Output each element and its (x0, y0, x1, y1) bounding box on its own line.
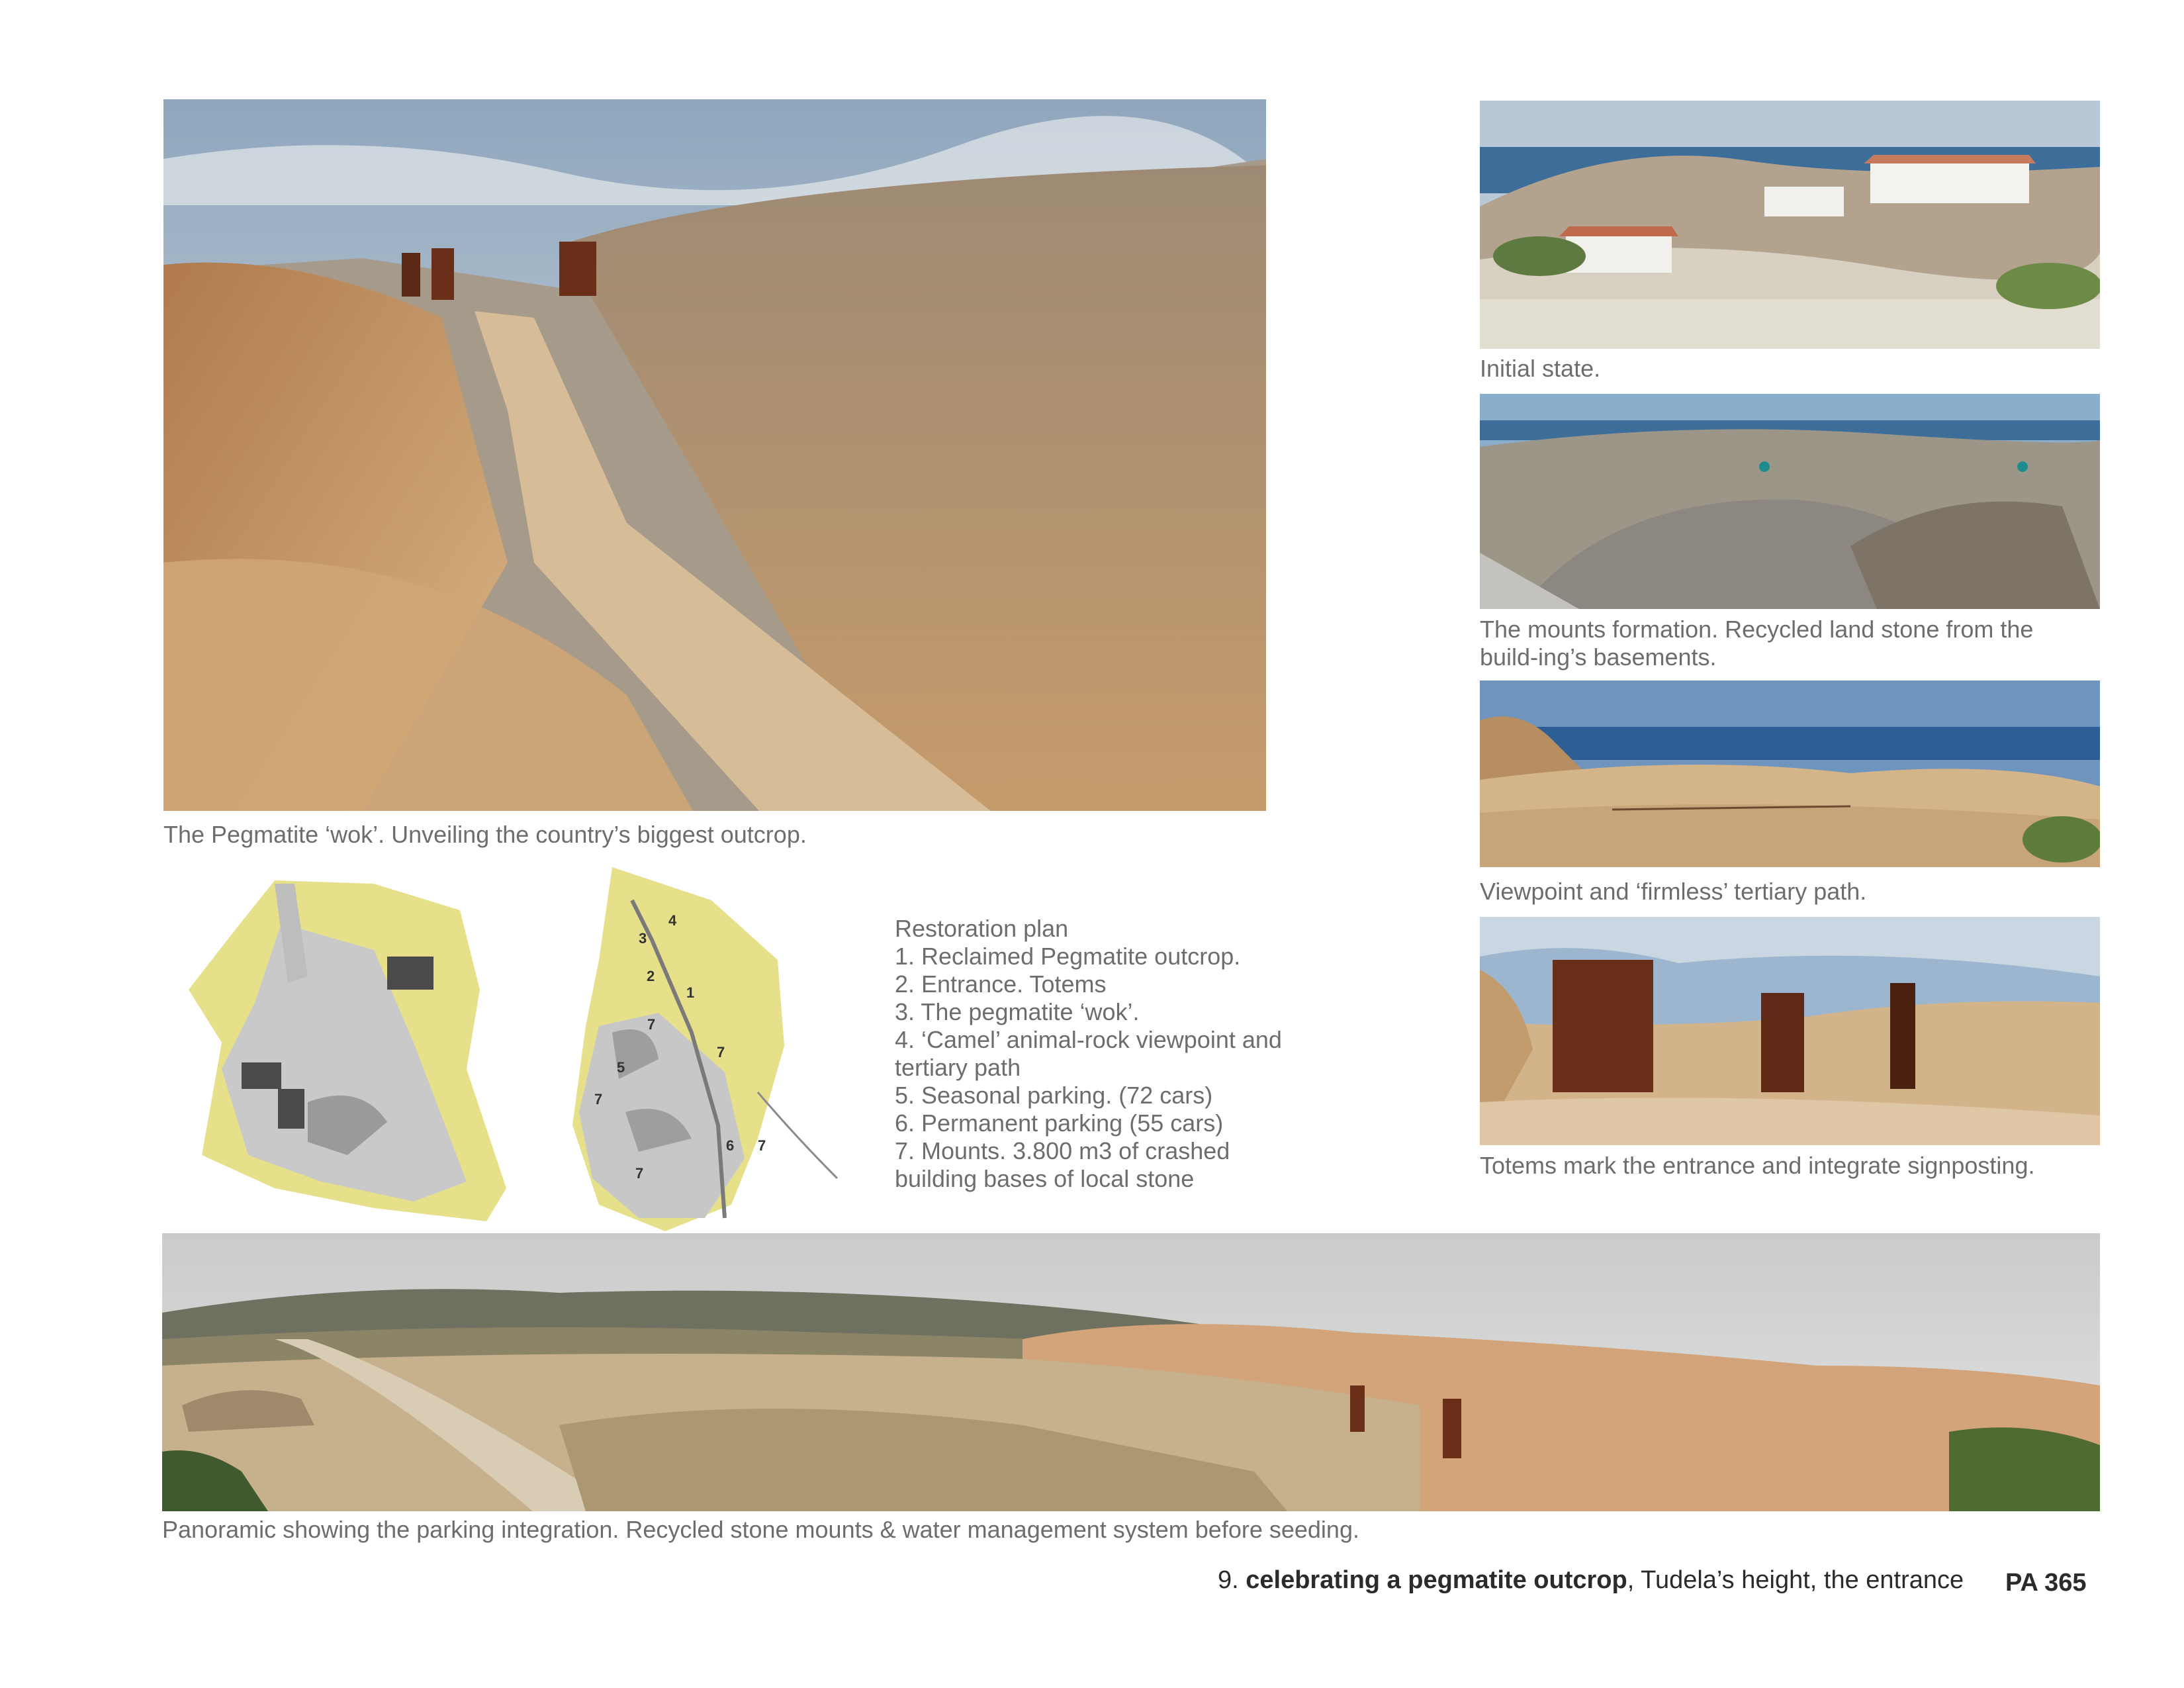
plan-label-5: 5 (617, 1059, 625, 1076)
plan-item: 3. The pegmatite ‘wok’. (895, 998, 1140, 1025)
totems-caption: Totems mark the entrance and integrate signposting. (1480, 1152, 2035, 1179)
plan-label-2: 2 (647, 968, 655, 984)
footer-bold-title: celebrating a pegmatite outcrop (1246, 1566, 1627, 1594)
initial-state-photo (1480, 101, 2100, 349)
panorama-photo (162, 1233, 2100, 1511)
restoration-plan-legend (895, 915, 1282, 1193)
mounts-caption: The mounts formation. Recycled land stone from the build-ing’s basements. (1480, 616, 2034, 671)
footer-number: 9. (1218, 1566, 1239, 1594)
mounts-photo (1480, 394, 2100, 609)
main-photo-caption: The Pegmatite ‘wok’. Unveiling the country’s biggest outcrop. (163, 821, 807, 848)
main-photo (163, 99, 1266, 811)
plan-item: 2. Entrance. Totems (895, 970, 1107, 998)
plan-item: 4. ‘Camel’ animal-rock viewpoint and (895, 1026, 1282, 1053)
plan-item: 5. Seasonal parking. (72 cars) (895, 1082, 1213, 1109)
plan-label-7a: 7 (647, 1016, 656, 1033)
initial-state-caption: Initial state. (1480, 355, 1601, 382)
plan-label-3: 3 (639, 930, 647, 947)
footer-rest: , Tudela’s height, the entrance (1627, 1566, 1964, 1594)
site-plan-map-right (559, 861, 844, 1235)
plan-item: 6. Permanent parking (55 cars) (895, 1109, 1224, 1137)
viewpoint-caption: Viewpoint and ‘firmless’ tertiary path. (1480, 878, 1867, 905)
page-number: PA 365 (2005, 1569, 2087, 1597)
plan-item: 7. Mounts. 3.800 m3 of crashed (895, 1137, 1230, 1164)
site-plan-map-left (175, 870, 536, 1231)
plan-item: building bases of local stone (895, 1165, 1195, 1192)
viewpoint-photo (1480, 680, 2100, 867)
plan-item: tertiary path (895, 1054, 1021, 1081)
plan-label-7b: 7 (717, 1044, 725, 1060)
plan-label-7d: 7 (758, 1137, 766, 1154)
plan-label-7c: 7 (594, 1091, 603, 1107)
plan-label-6: 6 (726, 1137, 735, 1154)
plan-label-7e: 7 (635, 1165, 644, 1182)
plan-title: Restoration plan (895, 915, 1069, 942)
page-footer (1218, 1566, 1964, 1595)
totems-photo (1480, 917, 2100, 1145)
panorama-caption: Panoramic showing the parking integration. Recycled stone mounts & water management system before seeding. (162, 1516, 1359, 1543)
plan-label-1: 1 (686, 984, 695, 1001)
plan-item: 1. Reclaimed Pegmatite outcrop. (895, 943, 1241, 970)
plan-label-4: 4 (668, 912, 677, 929)
